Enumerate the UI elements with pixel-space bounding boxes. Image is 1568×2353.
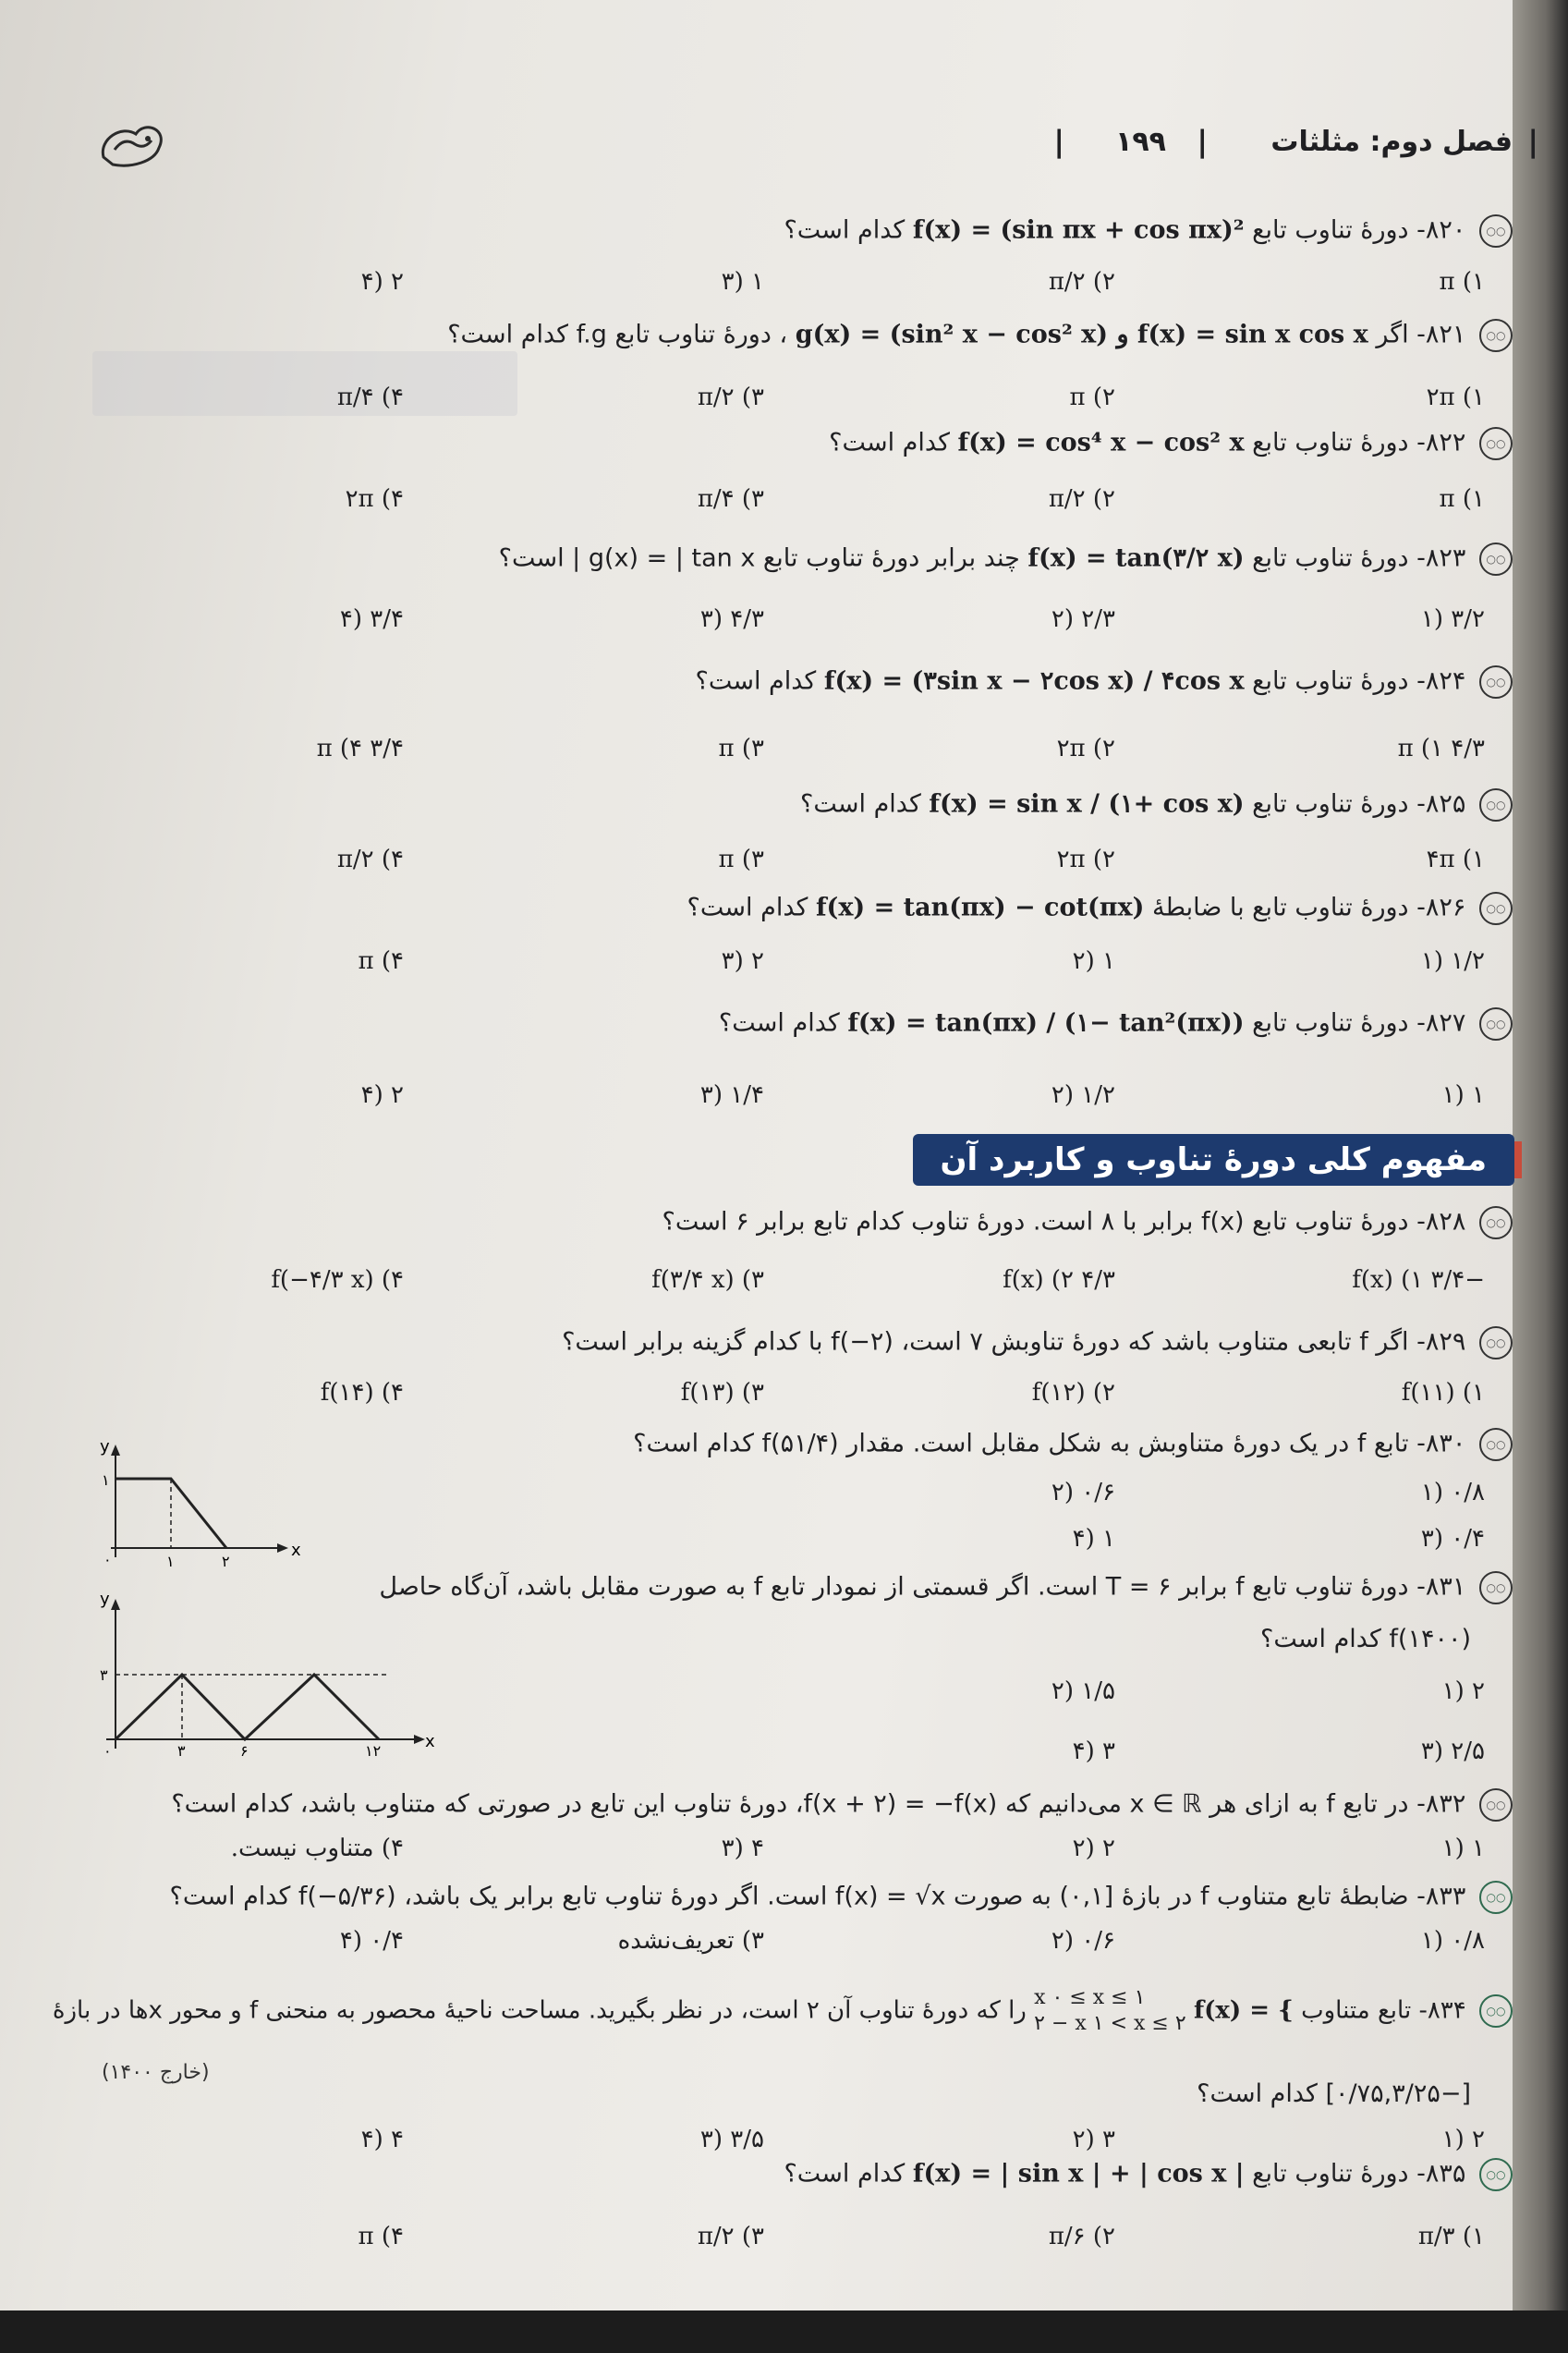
question-marker-icon: ○○ [1479, 1007, 1513, 1041]
option[interactable]: π (۴ [358, 947, 404, 975]
question-marker-icon: ○○ [1479, 1788, 1513, 1822]
question-marker-icon: ○○ [1479, 892, 1513, 925]
options-829 [99, 1379, 1485, 1416]
option[interactable]: ۲π (۲ [1056, 735, 1115, 762]
options-835 [99, 2223, 1485, 2260]
tick-y: ۱ [102, 1471, 110, 1489]
x-axis-arrow-icon [277, 1543, 288, 1553]
option[interactable]: ۲π (۲ [1056, 846, 1115, 873]
question-number: ۸۲۰ [1425, 215, 1466, 245]
option[interactable]: f(۱۲) (۲ [1031, 1379, 1115, 1407]
option[interactable]: ۲ (۱ [1441, 2126, 1485, 2153]
function-curve [115, 1675, 379, 1739]
question-marker-icon: ○○ [1479, 1428, 1513, 1461]
question-number: ۸۳۴ [1427, 1996, 1466, 2025]
option[interactable]: π/۲ (۳ [697, 2223, 764, 2250]
option[interactable]: π (۱ [1439, 485, 1485, 513]
question-text: - تابع f در یک دورهٔ متناوبش به شکل مقابل است. مقدار f(۵۱/۴) کدام است؟ [633, 1429, 1426, 1458]
tick-x: ۱۲ [365, 1742, 382, 1760]
question-820 [784, 214, 1513, 248]
question-number: ۸۲۵ [1425, 789, 1466, 819]
piece-2: ۲ − x ۱ < x ≤ ۲ [1034, 2012, 1186, 2035]
question-number: ۸۲۲ [1425, 428, 1466, 457]
question-824 [695, 665, 1513, 699]
question-number: ۸۲۱ [1425, 320, 1466, 349]
option[interactable]: ۱ (۱ [1441, 1835, 1485, 1862]
question-marker-icon: ○○ [1479, 2158, 1513, 2191]
question-835 [784, 2158, 1513, 2191]
question-number: ۸۲۶ [1425, 893, 1466, 922]
question-826 [687, 892, 1513, 925]
question-tail: کدام است؟ [784, 2159, 906, 2188]
options-833 [99, 1927, 1485, 1964]
options-823 [99, 605, 1485, 642]
header-separator: | [1527, 124, 1538, 159]
question-marker-icon: ○○ [1479, 1881, 1513, 1914]
question-marker-icon: ○○ [1479, 665, 1513, 699]
question-tail: کدام است؟ [800, 789, 921, 819]
question-number: ۸۳۵ [1425, 2159, 1466, 2188]
question-formula: f(x) = (۳sin x − ۲cos x) / ۴cos x [823, 666, 1245, 696]
question-831-line2: f(۱۴۰۰) کدام است؟ [1260, 1625, 1471, 1653]
options-824 [99, 735, 1485, 772]
option[interactable]: π/۴ (۴ [336, 384, 404, 411]
x-label: x [291, 1541, 301, 1560]
option[interactable]: ۰/۶ (۲ [1051, 1927, 1115, 1955]
option[interactable]: ۲π (۱ [1426, 384, 1485, 411]
option[interactable]: ۲ (۴ [360, 1081, 404, 1109]
question-831 [379, 1571, 1513, 1604]
question-number: ۸۲۴ [1425, 666, 1466, 696]
option[interactable]: ۳/۲ (۱ [1420, 605, 1485, 633]
question-formula: f(x) = sin x / (۱+ cos x) [929, 789, 1245, 819]
option[interactable]: π/۶ (۲ [1048, 2223, 1115, 2250]
question-number: ۸۳۲ [1425, 1789, 1466, 1819]
option[interactable]: π (۳ [718, 735, 764, 762]
page-number: ۱۹۹ [1115, 126, 1166, 158]
x-label: x [425, 1732, 435, 1751]
option[interactable]: f(۳/۴ x) (۳ [651, 1266, 764, 1294]
option[interactable]: ۱/۴ (۳ [699, 1081, 764, 1109]
bottom-background [0, 2310, 1568, 2353]
question-number: ۸۳۳ [1425, 1882, 1466, 1911]
option[interactable]: ۴/۳ f(x) (۲ [1003, 1266, 1115, 1294]
question-822 [829, 427, 1513, 460]
graph-831 [83, 1590, 435, 1760]
option[interactable]: f(۱۴) (۴ [320, 1379, 404, 1407]
question-text: - ضابطهٔ تابع متناوب f در بازهٔ [۰,۱) به صورت f(x) = √x است. اگر دورهٔ تناوب تابع برابر یک باشد، f(−۵/۳۶) کدام است؟ [169, 1882, 1426, 1911]
piece-1: x ۰ ≤ x ≤ ۱ [1034, 1986, 1146, 2009]
piecewise-definition [1034, 1985, 1186, 2037]
question-marker-icon: ○○ [1479, 214, 1513, 248]
options-828 [99, 1266, 1485, 1303]
question-formula: f(x) = (sin πx + cos πx)² [912, 215, 1245, 245]
options-834 [99, 2126, 1485, 2163]
y-label: y [100, 1437, 110, 1457]
options-825 [99, 846, 1485, 883]
question-833 [170, 1881, 1513, 1914]
question-tail: ، دورهٔ تناوب تابع f.g کدام است؟ [447, 320, 788, 349]
option[interactable]: ۱ (۴ [1072, 1525, 1115, 1553]
question-formula: f(x) = | sin x | + | cos x | [912, 2159, 1245, 2188]
option[interactable]: ۳) تعریف‌نشده [617, 1927, 764, 1955]
question-tail: کدام است؟ [784, 215, 906, 245]
header-separator: | [1053, 124, 1064, 159]
option[interactable]: ۴/۳ (۳ [699, 605, 764, 633]
y-label: y [100, 1590, 110, 1609]
source-note: (خارج ۱۴۰۰) [102, 2061, 210, 2084]
option[interactable]: π/۲ (۲ [1048, 485, 1115, 513]
origin-label: ۰ [103, 1742, 112, 1760]
question-number: ۸۳۱ [1425, 1572, 1466, 1602]
options-822 [99, 485, 1485, 522]
question-number: ۸۳۰ [1425, 1429, 1466, 1458]
question-text: - دورهٔ تناوب تابع f برابر T = ۶ است. اگر قسمتی از نمودار تابع f به صورت مقابل باشد، آن‌گاه حاصل [379, 1572, 1426, 1602]
y-axis-arrow-icon [111, 1445, 120, 1456]
question-marker-icon: ○○ [1479, 319, 1513, 352]
question-formula: f(x) = tan(۳/۲ x) [1027, 543, 1245, 573]
question-text: - دورهٔ تناوب تابع [1252, 1008, 1426, 1038]
option[interactable]: ۳ (۲ [1072, 2126, 1115, 2153]
question-marker-icon: ○○ [1479, 1206, 1513, 1239]
tick-x: ۲ [222, 1553, 230, 1570]
question-number: ۸۲۸ [1425, 1207, 1466, 1237]
question-825 [800, 788, 1513, 822]
question-text: - دورهٔ تناوب تابع f(x) برابر با ۸ است. دورهٔ تناوب کدام تابع برابر ۶ است؟ [662, 1207, 1426, 1237]
question-marker-icon: ○○ [1479, 788, 1513, 822]
y-axis-arrow-icon [111, 1599, 120, 1610]
chapter-title: فصل دوم: مثلثات [1270, 126, 1513, 158]
question-formula: f(x) = { [1193, 1996, 1294, 2025]
question-text: - دورهٔ تناوب تابع [1252, 789, 1426, 819]
question-832 [171, 1788, 1513, 1822]
options-830-row2 [746, 1525, 1485, 1562]
header-separator: | [1197, 124, 1208, 159]
question-834 [53, 1985, 1513, 2037]
question-text: - اگر [1376, 320, 1426, 349]
question-marker-icon: ○○ [1479, 1326, 1513, 1359]
option[interactable]: ۱ (۱ [1441, 1081, 1485, 1109]
option[interactable]: π (۳ [718, 846, 764, 873]
question-marker-icon: ○○ [1479, 427, 1513, 460]
graph-830 [83, 1437, 301, 1570]
question-text: - دورهٔ تناوب تابع با ضابطهٔ [1151, 893, 1426, 922]
tick-x: ۱ [166, 1553, 175, 1570]
x-axis-arrow-icon [414, 1735, 425, 1744]
options-831-row1 [746, 1677, 1485, 1714]
origin-label: ۰ [103, 1551, 112, 1568]
option[interactable]: π/۲ (۳ [697, 384, 764, 411]
question-tail: کدام است؟ [829, 428, 950, 457]
question-tail: کدام است؟ [718, 1008, 840, 1038]
option[interactable]: π/۲ (۴ [336, 846, 404, 873]
question-formula: f(x) = tan(πx) − cot(πx) [815, 893, 1145, 922]
option[interactable]: ۲ (۱ [1441, 1677, 1485, 1705]
question-829 [562, 1326, 1513, 1359]
options-821 [99, 384, 1485, 421]
question-text: - دورهٔ تناوب تابع [1252, 666, 1426, 696]
tick-x: ۳ [177, 1742, 186, 1760]
question-823 [499, 543, 1513, 576]
tick-x: ۶ [240, 1742, 249, 1760]
question-number: ۸۲۷ [1425, 1008, 1466, 1038]
option[interactable]: π (۱ [1439, 268, 1485, 296]
option[interactable]: ۰/۸ (۱ [1420, 1927, 1485, 1955]
question-830 [633, 1428, 1513, 1461]
option[interactable]: ۱ (۳ [721, 268, 764, 296]
option[interactable]: ۱/۵ (۲ [1051, 1677, 1115, 1705]
options-820 [99, 268, 1485, 305]
question-number: ۸۲۳ [1425, 543, 1466, 573]
question-text: - دورهٔ تناوب تابع [1252, 2159, 1426, 2188]
question-marker-icon: ○○ [1479, 1994, 1513, 2028]
option[interactable]: ۳/۴ π (۴ [316, 735, 404, 762]
option[interactable]: ۰/۴ (۳ [1420, 1525, 1485, 1553]
tick-y: ۳ [100, 1666, 108, 1684]
option[interactable]: π/۲ (۲ [1048, 268, 1115, 296]
options-830-row1 [746, 1479, 1485, 1516]
option[interactable]: ۴ (۴ [360, 2126, 404, 2153]
option[interactable]: ۳/۴ (۴ [339, 605, 404, 633]
options-832 [99, 1835, 1485, 1871]
question-text: - دورهٔ تناوب تابع [1252, 543, 1426, 573]
option[interactable]: π (۴ [358, 2223, 404, 2250]
question-text: - تابع متناوب [1301, 1996, 1428, 2025]
question-formula: f(x) = cos⁴ x − cos² x [957, 428, 1245, 457]
option[interactable]: −۳/۴ f(x) (۱ [1352, 1266, 1485, 1294]
section-title: مفهوم کلی دورهٔ تناوب و کاربرد آن [913, 1134, 1515, 1186]
option[interactable]: ۱/۲ (۱ [1420, 947, 1485, 975]
publisher-logo-icon [94, 120, 170, 172]
question-marker-icon: ○○ [1479, 543, 1513, 576]
page-header [74, 120, 1538, 176]
option[interactable]: ۴/۳ π (۱ [1397, 735, 1485, 762]
question-tail: چند برابر دورهٔ تناوب تابع g(x) = | tan x | است؟ [498, 543, 1020, 573]
question-number: ۸۲۹ [1425, 1327, 1466, 1357]
question-text: - اگر f تابعی متناوب باشد که دورهٔ تناوبش ۷ است، f(−۲) با کدام گزینه برابر است؟ [562, 1327, 1426, 1357]
question-821 [447, 319, 1513, 352]
question-marker-icon: ○○ [1479, 1571, 1513, 1604]
question-827 [719, 1007, 1513, 1041]
option[interactable]: ۳ (۴ [1072, 1737, 1115, 1765]
option[interactable]: ۲/۳ (۲ [1051, 605, 1115, 633]
question-828 [662, 1206, 1513, 1239]
question-formula: f(x) = tan(πx) / (۱− tan²(πx)) [847, 1008, 1245, 1038]
option[interactable]: ۱/۲ (۲ [1051, 1081, 1115, 1109]
option[interactable]: π/۴ (۳ [697, 485, 764, 513]
option[interactable]: π (۲ [1069, 384, 1115, 411]
question-text: - دورهٔ تناوب تابع [1252, 215, 1426, 245]
question-formula: g(x) = (sin² x − cos² x) و f(x) = sin x cos x [795, 320, 1368, 349]
option[interactable]: f(۱۳) (۳ [680, 1379, 764, 1407]
option[interactable]: ۴) متناوب نیست. [230, 1835, 404, 1862]
option[interactable]: ۲ (۳ [721, 947, 764, 975]
question-text: - دورهٔ تناوب تابع [1252, 428, 1426, 457]
question-834-line2: [−۰/۷۵,۳/۲۵] کدام است؟ [1197, 2079, 1471, 2108]
option[interactable]: ۲ (۴ [360, 268, 404, 296]
option[interactable]: ۲ (۲ [1072, 1835, 1115, 1862]
option[interactable]: f(۱۱) (۱ [1401, 1379, 1485, 1407]
option[interactable]: ۴π (۱ [1426, 846, 1485, 873]
options-826 [99, 947, 1485, 984]
question-tail: کدام است؟ [695, 666, 817, 696]
option[interactable]: f(−۴/۳ x) (۴ [271, 1266, 404, 1294]
option[interactable]: ۲π (۴ [345, 485, 404, 513]
option[interactable]: ۳/۵ (۳ [699, 2126, 764, 2153]
question-tail: کدام است؟ [687, 893, 808, 922]
option[interactable]: ۲/۵ (۳ [1420, 1737, 1485, 1765]
option[interactable]: ۱ (۲ [1072, 947, 1115, 975]
option[interactable]: π/۳ (۱ [1417, 2223, 1485, 2250]
question-text: - در تابع f به ازای هر x ∈ ℝ می‌دانیم که f(x + ۲) = −f(x)، دورهٔ تناوب این تابع در صورتی که متناوب باشد، کدام است؟ [171, 1789, 1426, 1819]
question-tail: را که دورهٔ تناوب آن ۲ است، در نظر بگیرید. مساحت ناحیهٔ محصور به منحنی f و محور xها در بازهٔ [52, 1996, 1027, 2025]
option[interactable]: ۰/۶ (۲ [1051, 1479, 1115, 1506]
option[interactable]: ۴ (۳ [721, 1835, 764, 1862]
options-827 [99, 1081, 1485, 1118]
option[interactable]: ۰/۴ (۴ [339, 1927, 404, 1955]
options-831-row2 [746, 1737, 1485, 1774]
option[interactable]: ۰/۸ (۱ [1420, 1479, 1485, 1506]
